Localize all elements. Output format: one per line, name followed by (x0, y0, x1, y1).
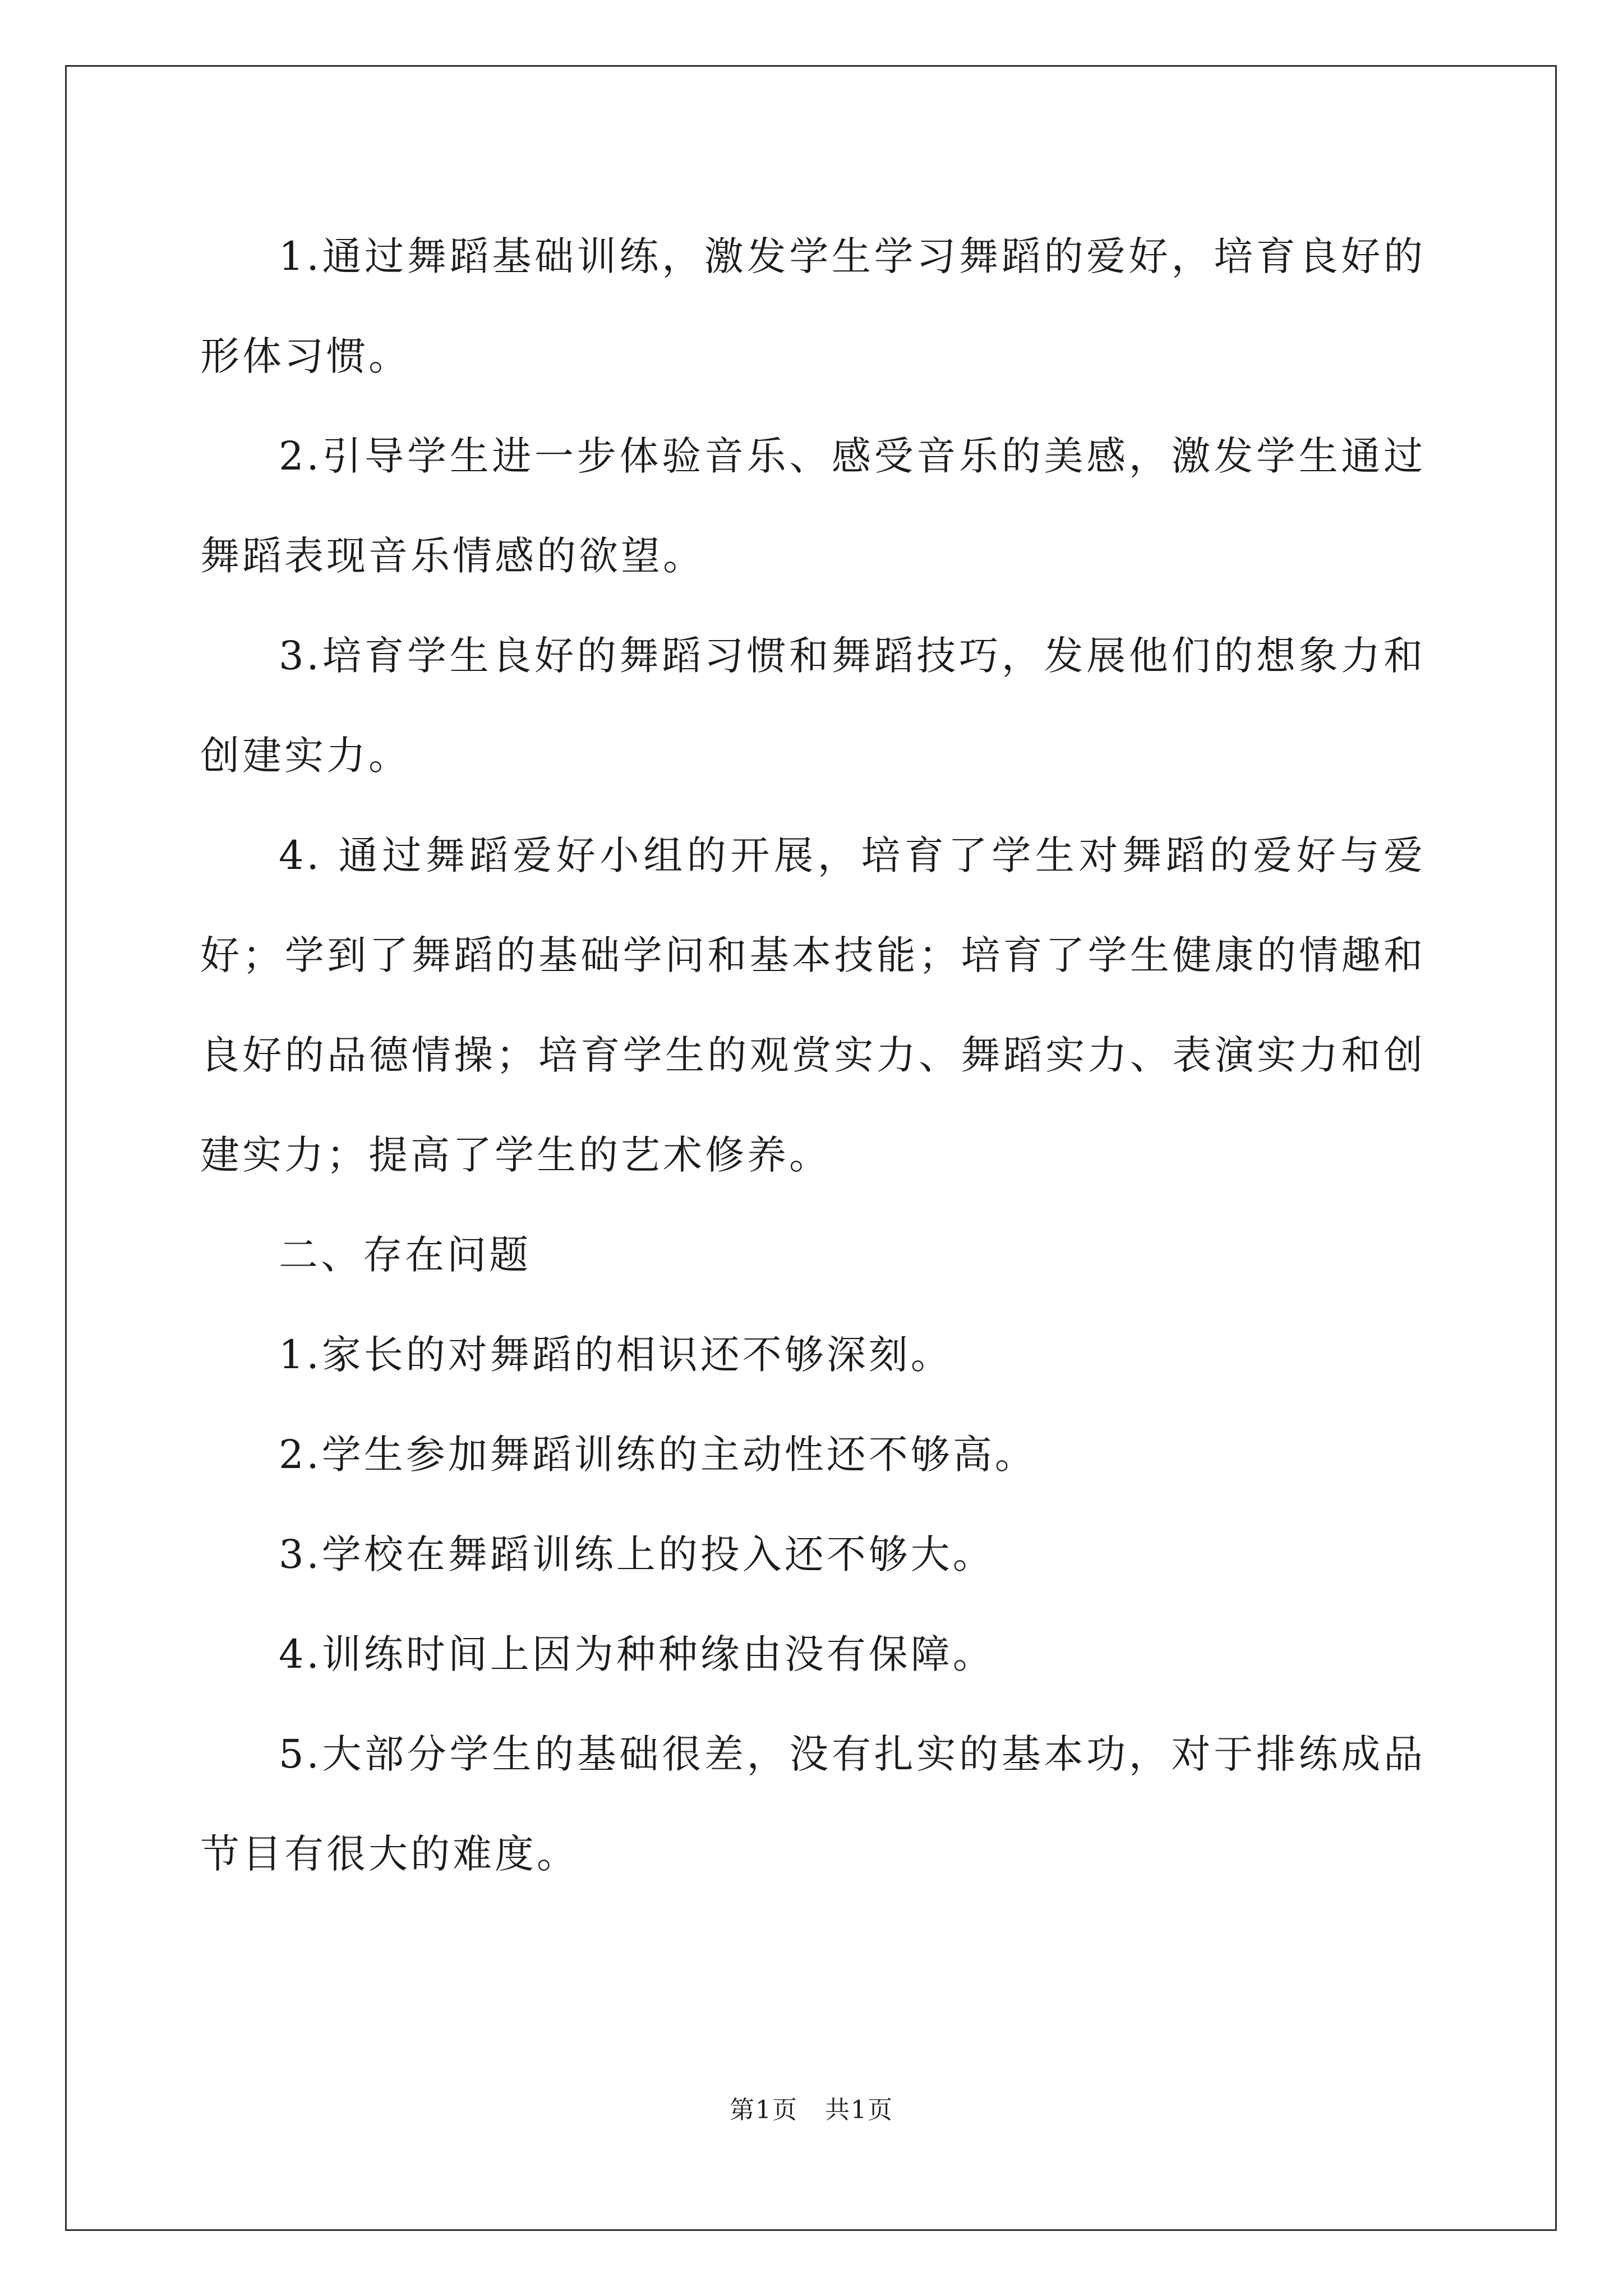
page-total: 共1页 (824, 2096, 893, 2124)
paragraph-problem-2: 2.学生参加舞蹈训练的主动性还不够高。 (279, 1432, 1037, 1478)
paragraph-problem-4: 4.训练时间上因为种种缘由没有保障。 (279, 1631, 995, 1677)
page-number: 第1页 (730, 2096, 799, 2124)
paragraph-problem-1: 1.家长的对舞蹈的相识还不够深刻。 (279, 1332, 953, 1378)
paragraph-goal-4: 4. 通过舞蹈爱好小组的开展，培育了学生对舞蹈的爱好与爱好；学到了舞蹈的基础学问和基本技能；培育了学生健康的情趣和良好的品德情操；培育学生的观赏实力、舞蹈实力、表演实力和创建实力；提高了学生的艺术修养。 (200, 832, 1426, 1178)
paragraph-goal-1: 1.通过舞蹈基础训练，激发学生学习舞蹈的爱好，培育良好的形体习惯。 (200, 233, 1426, 379)
page-footer (0, 2093, 1623, 2127)
section-heading-problems: 二、存在问题 (279, 1232, 531, 1278)
paragraph-problem-5: 5.大部分学生的基础很差，没有扎实的基本功，对于排练成品节目有很大的难度。 (200, 1731, 1426, 1877)
paragraph-goal-3: 3.培育学生良好的舞蹈习惯和舞蹈技巧，发展他们的想象力和创建实力。 (200, 633, 1426, 779)
paragraph-problem-3: 3.学校在舞蹈训练上的投入还不够大。 (279, 1531, 995, 1577)
paragraph-goal-2: 2.引导学生进一步体验音乐、感受音乐的美感，激发学生通过舞蹈表现音乐情感的欲望。 (200, 433, 1426, 579)
document-body (200, 206, 1426, 1904)
